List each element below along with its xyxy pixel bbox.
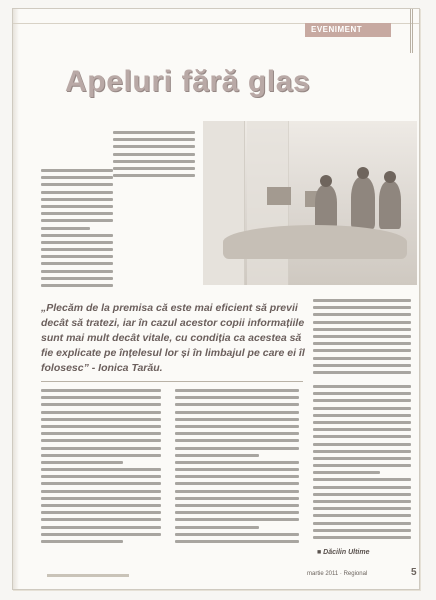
body-text-line	[313, 471, 380, 474]
body-text-line	[41, 396, 161, 399]
quote-divider	[41, 381, 303, 382]
body-text-line	[175, 518, 299, 521]
body-text-line	[41, 490, 161, 493]
body-text-line	[41, 447, 161, 450]
body-text-line	[313, 414, 411, 417]
body-text-line	[41, 198, 113, 201]
body-text-line	[41, 504, 161, 507]
body-text-line	[175, 497, 299, 500]
body-text-line	[41, 482, 161, 485]
body-text-line	[313, 522, 411, 525]
body-text-line	[175, 540, 299, 543]
body-text-line	[313, 357, 411, 360]
body-text-line	[313, 385, 411, 388]
body-text-line	[41, 270, 113, 273]
body-text-line	[41, 183, 113, 186]
body-text-line	[41, 277, 113, 280]
body-text-line	[313, 299, 411, 302]
corner-mark	[403, 9, 413, 53]
body-text-line	[313, 443, 411, 446]
body-text-line	[41, 284, 113, 287]
body-text-line	[41, 176, 113, 179]
body-text-line	[313, 529, 411, 532]
body-column-right-upper	[313, 299, 411, 374]
page-edge-shadow	[13, 9, 19, 589]
body-text-line	[41, 212, 113, 215]
body-text-line	[313, 313, 411, 316]
body-text-line	[175, 432, 299, 435]
body-text-line	[41, 262, 113, 265]
body-text-line	[41, 526, 161, 529]
body-text-line	[313, 457, 411, 460]
body-text-line	[313, 514, 411, 517]
body-text-line	[175, 511, 299, 514]
body-text-line	[313, 493, 411, 496]
body-text-line	[313, 421, 411, 424]
section-tag: EVENIMENT	[305, 23, 391, 37]
body-text-line	[113, 138, 195, 141]
body-text-line	[113, 174, 195, 177]
body-text-line	[313, 450, 411, 453]
body-text-line	[313, 486, 411, 489]
body-text-line	[41, 403, 161, 406]
body-column-left	[41, 169, 113, 287]
body-text-line	[175, 526, 259, 529]
body-text-line	[175, 468, 299, 471]
body-text-line	[41, 219, 113, 222]
body-text-line	[313, 342, 411, 345]
body-text-line	[41, 248, 113, 251]
pull-quote: „Plecăm de la premisa că este mai eficient să previi decât să tratezi, iar în cazul acestor copii informațiile sunt mai mult decât vitale, cu condiția ca acestea să fie explicate pe înțelesul lor și în limbajul pe care ei îl folosesc” - Ionica Tarău.	[41, 302, 305, 374]
body-text-line	[41, 475, 161, 478]
photo-desk	[223, 225, 407, 259]
byline: ■ Dăcilin Ultime	[317, 549, 370, 556]
photo-person	[379, 181, 401, 229]
body-text-line	[41, 518, 161, 521]
body-text-line	[313, 478, 411, 481]
body-text-line	[113, 160, 195, 163]
body-text-line	[175, 418, 299, 421]
photo-person-head	[357, 167, 369, 179]
body-text-line	[313, 364, 411, 367]
body-text-line	[313, 507, 411, 510]
body-text-line	[175, 533, 299, 536]
body-text-line	[41, 425, 161, 428]
body-text-line	[41, 540, 123, 543]
body-text-line	[313, 500, 411, 503]
photo-person	[315, 185, 337, 229]
body-text-line	[41, 169, 113, 172]
body-text-line	[175, 461, 299, 464]
body-text-line	[113, 153, 195, 156]
photo-wall-panel	[203, 121, 245, 285]
body-text-line	[313, 321, 411, 324]
footer-issue: martie 2011 · Regional	[307, 571, 368, 577]
photo-person-head	[384, 171, 396, 183]
body-column-2	[175, 389, 299, 543]
body-text-line	[313, 371, 411, 374]
body-text-line	[313, 464, 411, 467]
body-text-line	[313, 335, 411, 338]
body-text-line	[41, 439, 161, 442]
article-headline: Apeluri fără glas	[65, 65, 311, 98]
body-text-line	[175, 447, 299, 450]
body-text-line	[41, 227, 90, 230]
body-text-line	[41, 533, 161, 536]
body-text-line	[41, 511, 161, 514]
body-text-line	[41, 205, 113, 208]
photo-person-head	[320, 175, 332, 187]
body-text-line	[313, 407, 411, 410]
body-text-line	[175, 439, 299, 442]
body-text-line	[175, 411, 299, 414]
body-text-line	[313, 428, 411, 431]
intro-column	[113, 131, 195, 177]
body-text-line	[175, 482, 299, 485]
body-text-line	[313, 536, 411, 539]
body-text-line	[313, 306, 411, 309]
body-text-line	[41, 461, 123, 464]
body-text-line	[175, 425, 299, 428]
body-text-line	[175, 389, 299, 392]
body-text-line	[41, 468, 161, 471]
body-text-line	[41, 411, 161, 414]
photo-person	[351, 177, 375, 229]
page-number: 5	[411, 567, 417, 578]
body-text-line	[175, 475, 299, 478]
body-text-line	[41, 454, 161, 457]
body-text-line	[41, 389, 161, 392]
body-text-line	[41, 255, 113, 258]
body-text-line	[313, 328, 411, 331]
magazine-page	[12, 8, 420, 590]
body-text-line	[175, 454, 259, 457]
article-photo	[203, 121, 417, 285]
body-text-line	[113, 167, 195, 170]
body-text-line	[313, 435, 411, 438]
body-text-line	[313, 349, 411, 352]
body-text-line	[41, 191, 113, 194]
body-text-line	[41, 234, 113, 237]
body-text-line	[313, 399, 411, 402]
body-text-line	[41, 418, 161, 421]
body-text-line	[113, 145, 195, 148]
footer-rule	[47, 574, 129, 577]
body-text-line	[113, 131, 195, 134]
body-column-1	[41, 389, 161, 543]
body-text-line	[175, 396, 299, 399]
body-text-line	[175, 490, 299, 493]
photo-monitor	[267, 187, 291, 205]
body-text-line	[313, 392, 411, 395]
body-text-line	[175, 504, 299, 507]
body-text-line	[41, 241, 113, 244]
body-text-line	[41, 497, 161, 500]
body-column-3	[313, 385, 411, 539]
body-text-line	[41, 432, 161, 435]
body-text-line	[175, 403, 299, 406]
